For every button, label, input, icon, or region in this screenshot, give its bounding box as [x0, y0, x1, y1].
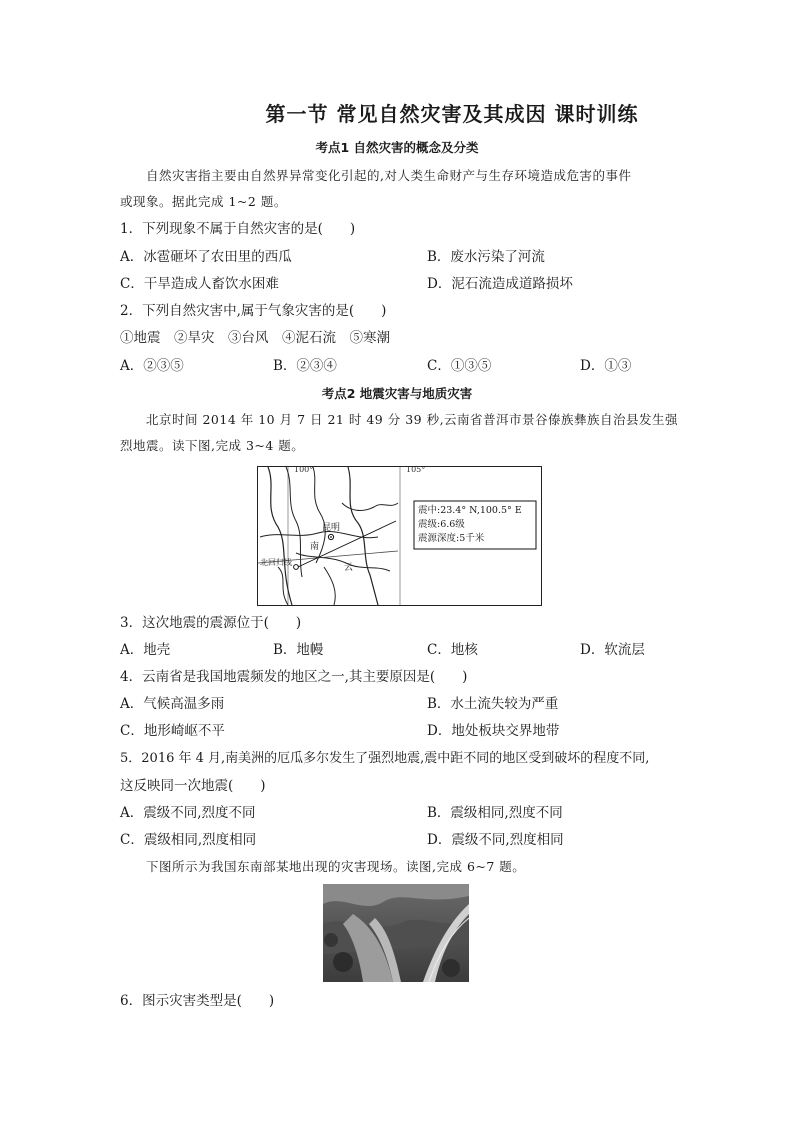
q1-option-a: A．冰雹砸坏了农田里的西瓜: [120, 249, 292, 265]
disaster-scene-photo: [323, 884, 469, 982]
question-2-stem: 2．下列自然灾害中,属于气象灾害的是( ): [120, 303, 387, 319]
q5-option-d: D．震级不同,烈度相同: [427, 832, 564, 848]
question-6-stem: 6．图示灾害类型是( ): [120, 993, 275, 1009]
tropic-line-label: 北回归线: [260, 558, 292, 567]
epicenter-location: 震中:23.4° N,100.5° E: [418, 505, 522, 516]
question-5-stem-line2: 这反映同一次地震( ): [120, 778, 266, 794]
intro-text-2b: 烈地震。读下图,完成 3~4 题。: [120, 438, 305, 453]
q3-option-c: C．地核: [427, 642, 478, 658]
longitude-label-100: 100°: [294, 466, 314, 474]
question-5-stem-line1: 5．2016 年 4 月,南美洲的厄瓜多尔发生了强烈地震,震中距不同的地区受到破坏的程度不同,: [120, 751, 650, 766]
longitude-label-105: 105°: [406, 466, 426, 474]
q4-option-d: D．地处板块交界地带: [427, 723, 560, 739]
province-char-yun: 云: [344, 563, 354, 573]
q5-option-b: B．震级相同,烈度不同: [427, 805, 563, 821]
q2-option-a: A．②③⑤: [120, 358, 184, 374]
q3-option-a: A．地壳: [120, 642, 171, 658]
epicenter-info-box: [418, 504, 522, 546]
question-1-stem: 1．下列现象不属于自然灾害的是( ): [120, 221, 356, 237]
page-title: 第一节 常见自然灾害及其成因 课时训练: [265, 102, 639, 126]
intro-text-3: 下图所示为我国东南部某地出现的灾害现场。读图,完成 6~7 题。: [146, 859, 526, 874]
q5-option-c: C．震级相同,烈度相同: [120, 832, 257, 848]
q1-option-d: D．泥石流造成道路损坏: [427, 276, 573, 292]
section-heading-2: 考点2 地震灾害与地质灾害: [321, 386, 473, 401]
city-label-kunming: 昆明: [322, 523, 341, 533]
earthquake-map: [257, 466, 542, 606]
q3-option-b: B．地幔: [273, 642, 324, 658]
epicenter-depth: 震源深度:5千米: [418, 533, 485, 544]
q4-option-c: C．地形崎岖不平: [120, 723, 225, 739]
q2-option-d: D．①③: [580, 358, 632, 374]
q5-option-a: A．震级不同,烈度不同: [120, 805, 256, 821]
province-char-nan: 南: [310, 542, 320, 552]
section-heading-1: 考点1 自然灾害的概念及分类: [315, 140, 479, 155]
question-3-stem: 3．这次地震的震源位于( ): [120, 615, 302, 631]
q2-option-c: C．①③⑤: [427, 358, 492, 374]
q1-option-b: B．废水污染了河流: [427, 249, 545, 265]
q4-option-a: A．气候高温多雨: [120, 696, 225, 712]
intro-text-1a: 自然灾害指主要由自然界异常变化引起的,对人类生命财产与生存环境造成危害的事件: [146, 168, 632, 183]
q2-option-b: B．②③④: [273, 358, 337, 374]
question-4-stem: 4．云南省是我国地震频发的地区之一,其主要原因是( ): [120, 669, 468, 685]
question-2-items: ①地震 ②旱灾 ③台风 ④泥石流 ⑤寒潮: [120, 330, 390, 346]
intro-text-1b: 或现象。据此完成 1~2 题。: [120, 194, 287, 209]
q1-option-c: C．干旱造成人畜饮水困难: [120, 276, 279, 292]
q3-option-d: D．软流层: [580, 642, 645, 658]
q4-option-b: B．水土流失较为严重: [427, 696, 559, 712]
intro-text-2a: 北京时间 2014 年 10 月 7 日 21 时 49 分 39 秒,云南省普洱市景谷傣族彝族自治县发生强: [146, 412, 679, 427]
epicenter-magnitude: 震级:6.6级: [418, 519, 465, 530]
